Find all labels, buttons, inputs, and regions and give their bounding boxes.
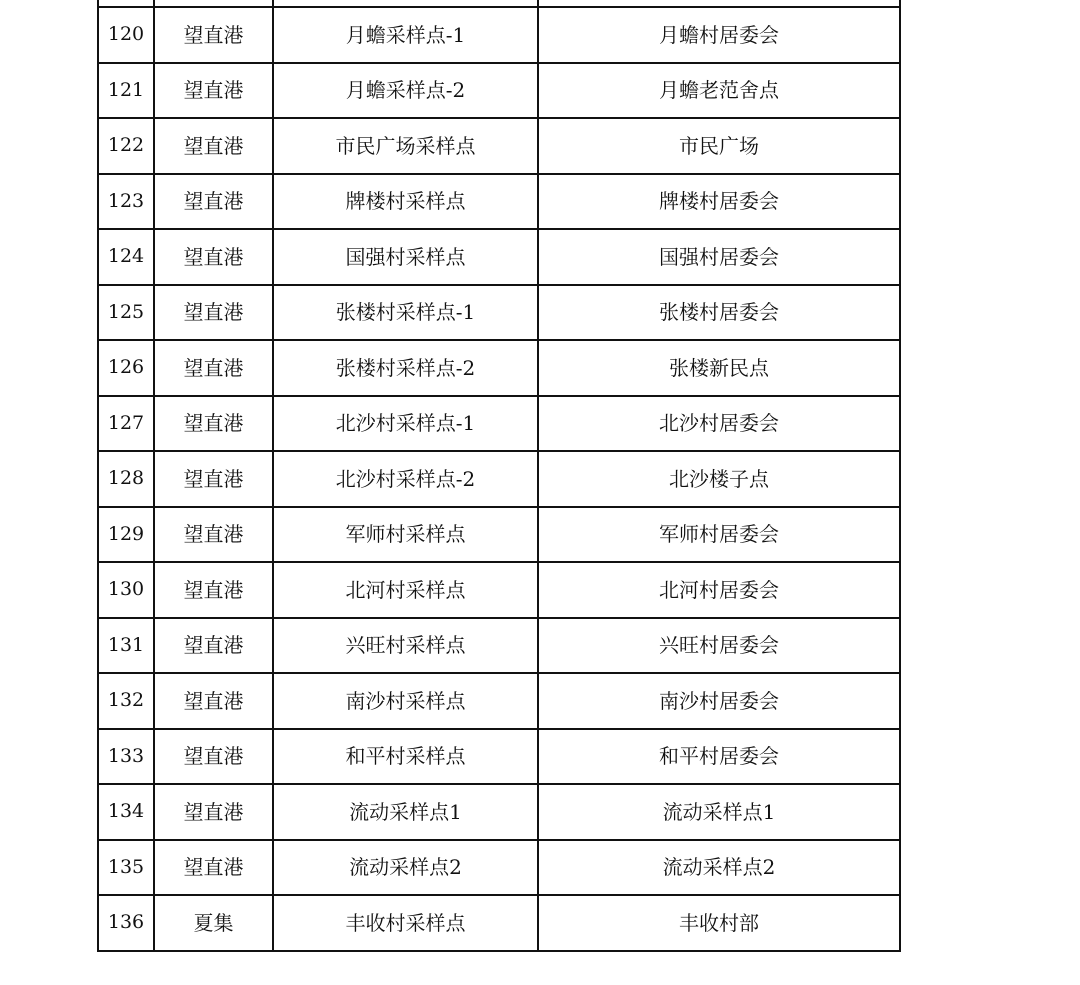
town-cell: 望直港 xyxy=(154,451,273,507)
row-number-cell: 120 xyxy=(98,7,154,63)
table-body xyxy=(98,0,900,951)
cell-empty xyxy=(154,0,273,7)
address-cell: 流动采样点2 xyxy=(538,840,900,896)
table-row xyxy=(98,285,900,341)
sampling-site-cell: 和平村采样点 xyxy=(273,729,538,785)
sampling-site-cell: 军师村采样点 xyxy=(273,507,538,563)
table-row xyxy=(98,174,900,230)
row-number-cell: 136 xyxy=(98,895,154,951)
table-row xyxy=(98,507,900,563)
table-row xyxy=(98,7,900,63)
sampling-site-cell: 流动采样点2 xyxy=(273,840,538,896)
address-cell: 月蟾村居委会 xyxy=(538,7,900,63)
table-row xyxy=(98,729,900,785)
sampling-sites-table xyxy=(97,0,901,952)
town-cell: 望直港 xyxy=(154,562,273,618)
sampling-site-cell: 南沙村采样点 xyxy=(273,673,538,729)
row-number-cell: 126 xyxy=(98,340,154,396)
row-number-cell: 127 xyxy=(98,396,154,452)
row-number-cell: 130 xyxy=(98,562,154,618)
address-cell: 张楼新民点 xyxy=(538,340,900,396)
address-cell: 牌楼村居委会 xyxy=(538,174,900,230)
table-row xyxy=(98,895,900,951)
sampling-site-cell: 张楼村采样点-2 xyxy=(273,340,538,396)
sampling-site-cell: 北沙村采样点-1 xyxy=(273,396,538,452)
sampling-site-cell: 北河村采样点 xyxy=(273,562,538,618)
row-number-cell: 128 xyxy=(98,451,154,507)
cell-empty xyxy=(538,0,900,7)
sampling-site-cell: 国强村采样点 xyxy=(273,229,538,285)
address-cell: 张楼村居委会 xyxy=(538,285,900,341)
town-cell: 望直港 xyxy=(154,340,273,396)
table-row xyxy=(98,784,900,840)
town-cell: 望直港 xyxy=(154,285,273,341)
address-cell: 南沙村居委会 xyxy=(538,673,900,729)
cell-empty xyxy=(273,0,538,7)
row-number-cell: 135 xyxy=(98,840,154,896)
row-number-cell: 121 xyxy=(98,63,154,119)
table-row xyxy=(98,340,900,396)
row-number-cell: 124 xyxy=(98,229,154,285)
table-row xyxy=(98,396,900,452)
address-cell: 北沙村居委会 xyxy=(538,396,900,452)
town-cell: 望直港 xyxy=(154,174,273,230)
row-number-cell: 132 xyxy=(98,673,154,729)
town-cell: 望直港 xyxy=(154,784,273,840)
table-row xyxy=(98,673,900,729)
town-cell: 夏集 xyxy=(154,895,273,951)
address-cell: 丰收村部 xyxy=(538,895,900,951)
table-row xyxy=(98,562,900,618)
row-number-cell: 131 xyxy=(98,618,154,674)
sampling-site-cell: 牌楼村采样点 xyxy=(273,174,538,230)
town-cell: 望直港 xyxy=(154,618,273,674)
row-number-cell: 123 xyxy=(98,174,154,230)
town-cell: 望直港 xyxy=(154,729,273,785)
sampling-site-cell: 月蟾采样点-2 xyxy=(273,63,538,119)
table-row xyxy=(98,63,900,119)
sampling-site-cell: 丰收村采样点 xyxy=(273,895,538,951)
row-number-cell: 125 xyxy=(98,285,154,341)
table-row xyxy=(98,118,900,174)
town-cell: 望直港 xyxy=(154,229,273,285)
town-cell: 望直港 xyxy=(154,396,273,452)
address-cell: 兴旺村居委会 xyxy=(538,618,900,674)
sampling-site-cell: 月蟾采样点-1 xyxy=(273,7,538,63)
town-cell: 望直港 xyxy=(154,507,273,563)
sampling-site-cell: 张楼村采样点-1 xyxy=(273,285,538,341)
sampling-sites-table-container xyxy=(97,0,899,952)
row-number-cell: 122 xyxy=(98,118,154,174)
address-cell: 国强村居委会 xyxy=(538,229,900,285)
sampling-site-cell: 兴旺村采样点 xyxy=(273,618,538,674)
sampling-site-cell: 流动采样点1 xyxy=(273,784,538,840)
sampling-site-cell: 北沙村采样点-2 xyxy=(273,451,538,507)
table-row xyxy=(98,618,900,674)
address-cell: 流动采样点1 xyxy=(538,784,900,840)
town-cell: 望直港 xyxy=(154,840,273,896)
cell-empty xyxy=(98,0,154,7)
address-cell: 市民广场 xyxy=(538,118,900,174)
town-cell: 望直港 xyxy=(154,673,273,729)
town-cell: 望直港 xyxy=(154,63,273,119)
address-cell: 北沙楼子点 xyxy=(538,451,900,507)
table-row-partial xyxy=(98,0,900,7)
table-row xyxy=(98,229,900,285)
sampling-site-cell: 市民广场采样点 xyxy=(273,118,538,174)
address-cell: 北河村居委会 xyxy=(538,562,900,618)
address-cell: 和平村居委会 xyxy=(538,729,900,785)
table-row xyxy=(98,451,900,507)
town-cell: 望直港 xyxy=(154,118,273,174)
address-cell: 月蟾老范舍点 xyxy=(538,63,900,119)
town-cell: 望直港 xyxy=(154,7,273,63)
address-cell: 军师村居委会 xyxy=(538,507,900,563)
row-number-cell: 134 xyxy=(98,784,154,840)
table-row xyxy=(98,840,900,896)
row-number-cell: 133 xyxy=(98,729,154,785)
row-number-cell: 129 xyxy=(98,507,154,563)
